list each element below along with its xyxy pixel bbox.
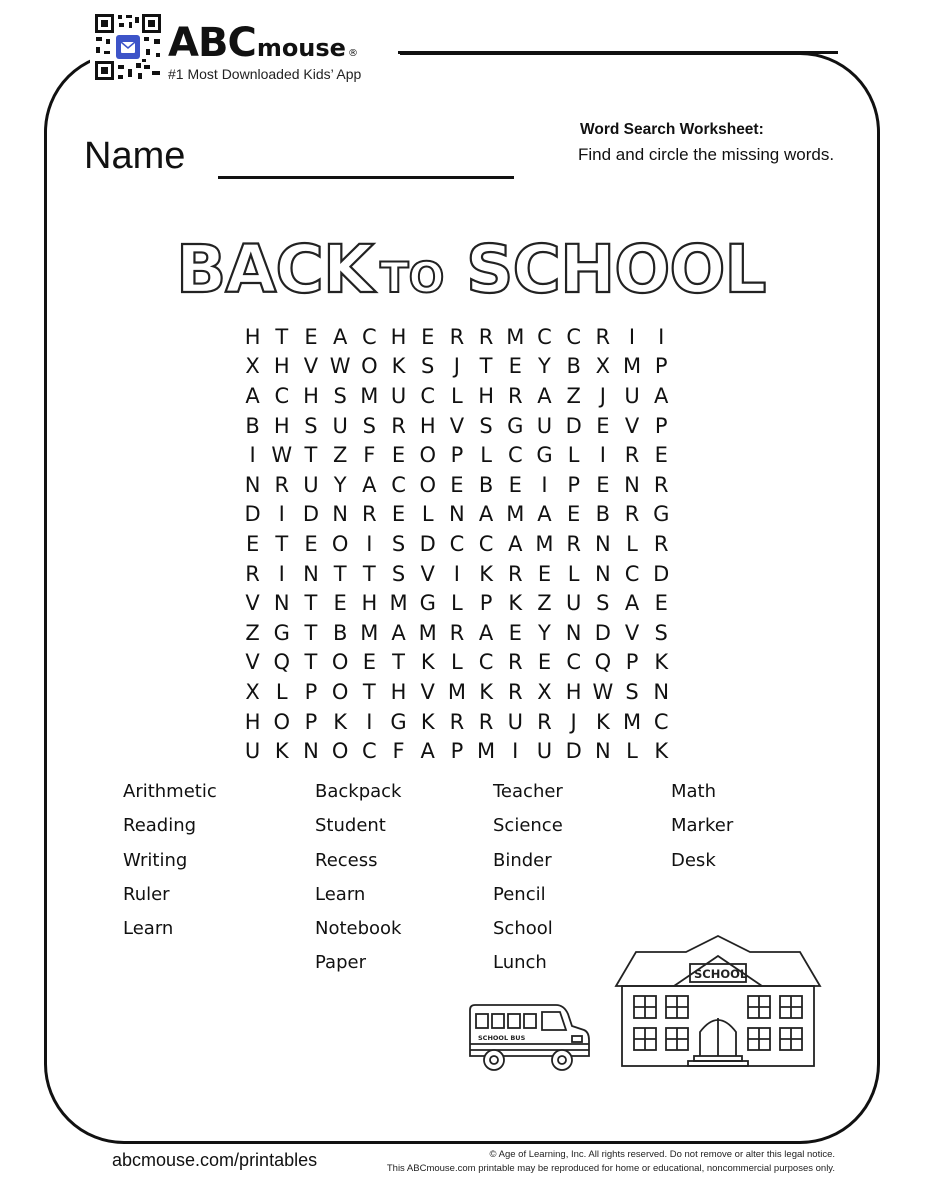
grid-letter: L bbox=[451, 383, 463, 408]
grid-letter: E bbox=[333, 591, 347, 616]
grid-letter: A bbox=[537, 383, 552, 408]
grid-letter: D bbox=[653, 561, 670, 586]
word-list-column-2 bbox=[315, 780, 401, 986]
grid-letter: T bbox=[304, 650, 318, 675]
grid-letter: G bbox=[419, 591, 436, 616]
grid-letter: S bbox=[421, 354, 435, 379]
word-item: School bbox=[493, 918, 553, 940]
grid-letter: K bbox=[654, 650, 669, 675]
grid-letter: C bbox=[420, 383, 436, 408]
grid-letter: O bbox=[331, 531, 349, 556]
grid-letter: E bbox=[508, 620, 522, 645]
word-list-column-4 bbox=[671, 780, 733, 883]
grid-letter: C bbox=[478, 531, 494, 556]
grid-letter: K bbox=[420, 650, 435, 675]
grid-letter: N bbox=[594, 531, 611, 556]
grid-letter: C bbox=[566, 650, 581, 675]
grid-letter: P bbox=[625, 650, 639, 675]
grid-letter: U bbox=[244, 739, 261, 764]
grid-row bbox=[238, 677, 678, 707]
worksheet-instructions: Find and circle the missing words. bbox=[578, 145, 835, 164]
grid-letter: A bbox=[245, 383, 260, 408]
grid-letter: T bbox=[333, 561, 347, 586]
grid-letter: T bbox=[304, 443, 318, 468]
grid-letter: M bbox=[447, 679, 466, 704]
grid-letter: B bbox=[332, 620, 348, 645]
grid-letter: L bbox=[567, 561, 580, 586]
grid-letter: O bbox=[273, 709, 291, 734]
grid-row bbox=[238, 411, 678, 441]
grid-letter: G bbox=[507, 413, 524, 438]
grid-letter: K bbox=[479, 561, 493, 586]
grid-letter: E bbox=[567, 502, 581, 527]
word-item: Backpack bbox=[315, 781, 402, 802]
grid-letter: E bbox=[537, 650, 552, 675]
abcmouse-logo bbox=[168, 20, 358, 70]
grid-letter: R bbox=[624, 502, 640, 527]
grid-letter: Q bbox=[273, 650, 291, 675]
grid-letter: I bbox=[366, 531, 373, 556]
grid-letter: N bbox=[653, 679, 670, 704]
grid-letter: A bbox=[362, 472, 377, 497]
registered-mark: ® bbox=[347, 48, 358, 59]
grid-row bbox=[238, 352, 678, 382]
grid-letter: A bbox=[478, 502, 494, 527]
grid-letter: N bbox=[624, 472, 640, 497]
grid-letter: H bbox=[361, 591, 378, 616]
grid-letter: V bbox=[624, 620, 640, 645]
grid-letter: P bbox=[304, 709, 318, 734]
grid-letter: A bbox=[391, 620, 406, 645]
grid-letter: M bbox=[506, 502, 525, 527]
word-item: Math bbox=[671, 781, 717, 802]
grid-letter: N bbox=[273, 591, 290, 616]
grid-letter: S bbox=[362, 413, 377, 438]
grid-letter: D bbox=[565, 739, 582, 764]
word-item: Learn bbox=[315, 883, 366, 905]
grid-letter: C bbox=[449, 531, 465, 556]
grid-letter: E bbox=[304, 531, 318, 556]
grid-letter: A bbox=[654, 383, 669, 408]
grid-letter: R bbox=[478, 709, 494, 734]
grid-letter: B bbox=[566, 354, 581, 379]
grid-letter: A bbox=[508, 531, 523, 556]
grid-letter: I bbox=[628, 324, 636, 349]
grid-letter: R bbox=[449, 324, 465, 349]
grid-letter: D bbox=[302, 502, 320, 527]
grid-letter: C bbox=[274, 383, 290, 408]
grid-letter: K bbox=[479, 679, 493, 704]
logo-abc-text: ABC bbox=[168, 20, 256, 66]
grid-letter: N bbox=[449, 502, 465, 527]
worksheet-title: Word Search Worksheet: bbox=[580, 121, 764, 138]
grid-letter: B bbox=[245, 413, 260, 438]
word-item: Desk bbox=[671, 849, 716, 871]
grid-letter: R bbox=[274, 472, 290, 497]
grid-row bbox=[238, 440, 678, 470]
grid-letter: T bbox=[275, 324, 289, 349]
grid-letter: V bbox=[303, 354, 319, 379]
name-line bbox=[218, 176, 514, 179]
word-item: Writing bbox=[123, 849, 188, 871]
grid-letter: I bbox=[278, 561, 285, 586]
grid-row bbox=[238, 707, 678, 737]
grid-letter: H bbox=[478, 383, 494, 408]
grid-letter: C bbox=[362, 324, 377, 349]
grid-letter: C bbox=[566, 324, 581, 349]
grid-letter: I bbox=[512, 739, 519, 764]
grid-letter: M bbox=[506, 324, 525, 349]
grid-letter: Z bbox=[566, 383, 581, 408]
grid-letter: E bbox=[304, 324, 318, 349]
grid-letter: X bbox=[595, 354, 611, 379]
grid-letter: K bbox=[595, 709, 610, 734]
grid-letter: R bbox=[624, 443, 640, 468]
grid-letter: N bbox=[303, 561, 319, 586]
grid-letter: R bbox=[245, 561, 260, 586]
grid-letter: H bbox=[390, 324, 407, 349]
grid-letter: R bbox=[653, 472, 669, 497]
grid-letter: R bbox=[595, 324, 611, 349]
qr-code-icon bbox=[94, 13, 162, 81]
grid-letter: E bbox=[362, 650, 376, 675]
grid-letter: C bbox=[362, 739, 377, 764]
grid-letter: V bbox=[245, 650, 260, 675]
grid-letter: O bbox=[331, 739, 349, 764]
grid-row bbox=[238, 648, 678, 678]
word-item: Pencil bbox=[493, 883, 546, 905]
grid-letter: U bbox=[565, 591, 582, 616]
grid-letter: T bbox=[362, 561, 376, 586]
grid-letter: U bbox=[507, 709, 523, 734]
grid-letter: S bbox=[596, 591, 610, 616]
word-item: Science bbox=[493, 815, 563, 837]
grid-letter: O bbox=[419, 443, 436, 468]
grid-letter: S bbox=[654, 620, 668, 645]
grid-letter: E bbox=[391, 443, 406, 468]
grid-letter: S bbox=[479, 413, 493, 438]
grid-letter: T bbox=[479, 354, 493, 379]
grid-row bbox=[238, 618, 678, 648]
word-item: Lunch bbox=[493, 952, 547, 974]
grid-letter: I bbox=[541, 472, 548, 497]
grid-letter: N bbox=[594, 561, 611, 586]
grid-letter: K bbox=[508, 591, 523, 616]
word-item: Binder bbox=[493, 849, 552, 871]
header-rule bbox=[398, 51, 838, 54]
grid-letter: M bbox=[418, 620, 437, 645]
grid-letter: V bbox=[420, 679, 435, 704]
grid-letter: J bbox=[570, 709, 577, 734]
grid-letter: B bbox=[478, 472, 494, 497]
grid-letter: W bbox=[329, 354, 351, 379]
legal-notice bbox=[387, 1148, 835, 1176]
grid-letter: T bbox=[392, 650, 405, 675]
word-item: Recess bbox=[315, 849, 378, 871]
name-label: Name bbox=[84, 135, 186, 177]
grid-row bbox=[238, 470, 678, 500]
grid-letter: N bbox=[565, 620, 582, 645]
grid-letter: A bbox=[478, 620, 494, 645]
grid-letter: P bbox=[450, 739, 464, 764]
grid-letter: J bbox=[599, 383, 606, 408]
grid-row bbox=[238, 500, 678, 530]
grid-letter: H bbox=[273, 413, 290, 438]
grid-letter: G bbox=[653, 502, 670, 527]
grid-letter: A bbox=[332, 324, 348, 349]
grid-letter: M bbox=[622, 354, 642, 379]
grid-letter: E bbox=[596, 413, 610, 438]
grid-letter: E bbox=[654, 443, 668, 468]
grid-letter: E bbox=[596, 472, 610, 497]
grid-letter: L bbox=[626, 739, 638, 764]
grid-letter: Z bbox=[332, 443, 348, 468]
back-to-school-heading bbox=[170, 222, 766, 308]
grid-letter: Y bbox=[538, 620, 551, 645]
grid-letter: R bbox=[566, 531, 581, 556]
grid-letter: B bbox=[595, 502, 611, 527]
grid-letter: E bbox=[245, 531, 260, 556]
grid-letter: M bbox=[535, 531, 554, 556]
grid-letter: C bbox=[624, 561, 640, 586]
grid-letter: R bbox=[507, 650, 523, 675]
grid-letter: Y bbox=[538, 354, 551, 379]
grid-letter: P bbox=[567, 472, 580, 497]
grid-letter: C bbox=[653, 709, 669, 734]
grid-letter: H bbox=[565, 679, 582, 704]
grid-letter: T bbox=[304, 620, 318, 645]
heading-to: TO bbox=[380, 253, 445, 302]
grid-letter: U bbox=[536, 413, 553, 438]
grid-letter: E bbox=[508, 354, 522, 379]
grid-letter: S bbox=[625, 679, 639, 704]
grid-letter: N bbox=[594, 739, 611, 764]
grid-letter: E bbox=[537, 561, 552, 586]
grid-letter: C bbox=[537, 324, 552, 349]
grid-letter: E bbox=[450, 472, 464, 497]
grid-letter: R bbox=[362, 502, 377, 527]
grid-letter: K bbox=[654, 739, 669, 764]
grid-letter: O bbox=[419, 472, 436, 497]
grid-letter: X bbox=[245, 354, 260, 379]
grid-letter: T bbox=[362, 679, 376, 704]
grid-letter: R bbox=[507, 561, 523, 586]
grid-letter: I bbox=[599, 443, 606, 468]
grid-letter: R bbox=[507, 383, 523, 408]
grid-letter: W bbox=[271, 443, 293, 468]
grid-letter: X bbox=[245, 679, 260, 704]
grid-letter: H bbox=[273, 354, 290, 379]
grid-letter: C bbox=[507, 443, 523, 468]
school-bus-icon bbox=[464, 1000, 592, 1076]
grid-letter: I bbox=[249, 443, 256, 468]
grid-letter: V bbox=[245, 591, 260, 616]
grid-row bbox=[238, 559, 678, 589]
word-item: Ruler bbox=[123, 883, 170, 905]
grid-letter: O bbox=[331, 679, 349, 704]
grid-letter: V bbox=[449, 413, 465, 438]
grid-letter: L bbox=[421, 502, 434, 527]
grid-letter: P bbox=[450, 443, 464, 468]
word-item: Notebook bbox=[315, 918, 402, 940]
grid-letter: N bbox=[303, 739, 319, 764]
grid-letter: S bbox=[304, 413, 318, 438]
grid-letter: L bbox=[451, 650, 463, 675]
grid-letter: P bbox=[654, 354, 668, 379]
grid-letter: U bbox=[390, 383, 407, 408]
grid-letter: H bbox=[244, 709, 261, 734]
grid-letter: U bbox=[332, 413, 348, 438]
grid-letter: M bbox=[360, 620, 379, 645]
grid-letter: V bbox=[624, 413, 640, 438]
grid-letter: M bbox=[360, 383, 379, 408]
grid-letter: I bbox=[366, 709, 373, 734]
grid-letter: N bbox=[332, 502, 349, 527]
grid-letter: G bbox=[273, 620, 290, 645]
grid-row bbox=[238, 588, 678, 618]
grid-letter: H bbox=[419, 413, 436, 438]
footer-url[interactable]: abcmouse.com/printables bbox=[112, 1150, 318, 1170]
word-item: Paper bbox=[315, 952, 366, 974]
grid-letter: M bbox=[622, 709, 642, 734]
grid-letter: E bbox=[391, 502, 406, 527]
logo-mouse-text: mouse bbox=[256, 34, 346, 62]
grid-letter: R bbox=[653, 531, 669, 556]
grid-letter: V bbox=[420, 561, 435, 586]
grid-letter: Q bbox=[594, 650, 612, 675]
word-item: Teacher bbox=[493, 781, 563, 802]
grid-row bbox=[238, 736, 678, 766]
grid-letter: K bbox=[274, 739, 289, 764]
grid-letter: O bbox=[361, 354, 378, 379]
word-search-grid bbox=[238, 322, 678, 766]
grid-letter: D bbox=[419, 531, 436, 556]
grid-letter: S bbox=[391, 531, 406, 556]
grid-letter: P bbox=[654, 413, 668, 438]
grid-letter: R bbox=[478, 324, 494, 349]
word-item: Learn bbox=[123, 918, 174, 940]
grid-letter: E bbox=[654, 591, 668, 616]
grid-letter: K bbox=[420, 709, 435, 734]
grid-letter: Z bbox=[245, 620, 260, 645]
heading-back: BACK bbox=[176, 231, 373, 308]
grid-letter: R bbox=[449, 620, 465, 645]
grid-letter: H bbox=[244, 324, 261, 349]
grid-letter: W bbox=[592, 679, 614, 704]
word-item: Student bbox=[315, 815, 386, 837]
word-item: Arithmetic bbox=[123, 781, 217, 802]
grid-letter: I bbox=[278, 502, 285, 527]
grid-letter: H bbox=[390, 679, 407, 704]
grid-letter: A bbox=[624, 591, 640, 616]
word-item: Marker bbox=[671, 815, 734, 837]
grid-letter: L bbox=[275, 679, 288, 704]
grid-letter: F bbox=[363, 443, 376, 468]
word-list-column-1 bbox=[123, 780, 217, 951]
grid-letter: L bbox=[480, 443, 492, 468]
grid-row bbox=[238, 381, 678, 411]
word-item: Reading bbox=[123, 815, 197, 837]
grid-letter: P bbox=[304, 679, 318, 704]
grid-letter: A bbox=[537, 502, 552, 527]
grid-letter: P bbox=[479, 591, 493, 616]
school-sign: SCHOOL bbox=[694, 967, 748, 981]
grid-letter: U bbox=[536, 739, 553, 764]
grid-letter: T bbox=[304, 591, 318, 616]
grid-letter: U bbox=[624, 383, 640, 408]
grid-letter: L bbox=[451, 591, 463, 616]
grid-letter: I bbox=[453, 561, 460, 586]
legal-line-1: © Age of Learning, Inc. All rights reserved. Do not remove or alter this legal notice. bbox=[489, 1149, 835, 1160]
grid-letter: S bbox=[333, 383, 347, 408]
grid-letter: C bbox=[478, 650, 494, 675]
grid-letter: F bbox=[392, 739, 405, 764]
grid-letter: R bbox=[537, 709, 552, 734]
grid-letter: H bbox=[303, 383, 319, 408]
grid-letter: I bbox=[658, 324, 665, 349]
legal-line-2: This ABCmouse.com printable may be reproduced for home or educational, noncommercial purposes only. bbox=[386, 1163, 835, 1174]
grid-letter: U bbox=[303, 472, 319, 497]
grid-letter: J bbox=[453, 354, 460, 379]
grid-letter: R bbox=[391, 413, 406, 438]
grid-letter: G bbox=[536, 443, 553, 468]
grid-letter: M bbox=[389, 591, 408, 616]
grid-row bbox=[238, 322, 678, 352]
grid-letter: S bbox=[391, 561, 406, 586]
grid-letter: G bbox=[390, 709, 407, 734]
grid-letter: R bbox=[507, 679, 523, 704]
grid-letter: T bbox=[275, 531, 289, 556]
grid-letter: Y bbox=[333, 472, 347, 497]
grid-letter: D bbox=[565, 413, 582, 438]
grid-letter: D bbox=[244, 502, 261, 527]
bus-label: SCHOOL BUS bbox=[478, 1034, 526, 1042]
grid-letter: C bbox=[391, 472, 406, 497]
grid-letter: K bbox=[333, 709, 348, 734]
grid-letter: R bbox=[449, 709, 465, 734]
grid-row bbox=[238, 529, 678, 559]
heading-school: SCHOOL bbox=[466, 231, 766, 308]
grid-letter: L bbox=[626, 531, 638, 556]
grid-letter: E bbox=[421, 324, 435, 349]
grid-letter: D bbox=[594, 620, 611, 645]
grid-letter: O bbox=[331, 650, 349, 675]
grid-letter: E bbox=[508, 472, 522, 497]
grid-letter: A bbox=[420, 739, 435, 764]
grid-letter: Z bbox=[537, 591, 552, 616]
tagline: #1 Most Downloaded Kids’ App bbox=[168, 66, 362, 82]
grid-letter: X bbox=[537, 679, 552, 704]
grid-letter: M bbox=[477, 739, 496, 764]
word-list-column-3 bbox=[493, 780, 563, 986]
grid-letter: N bbox=[244, 472, 261, 497]
school-building-icon bbox=[614, 934, 822, 1068]
grid-letter: K bbox=[391, 354, 406, 379]
grid-letter: L bbox=[567, 443, 580, 468]
